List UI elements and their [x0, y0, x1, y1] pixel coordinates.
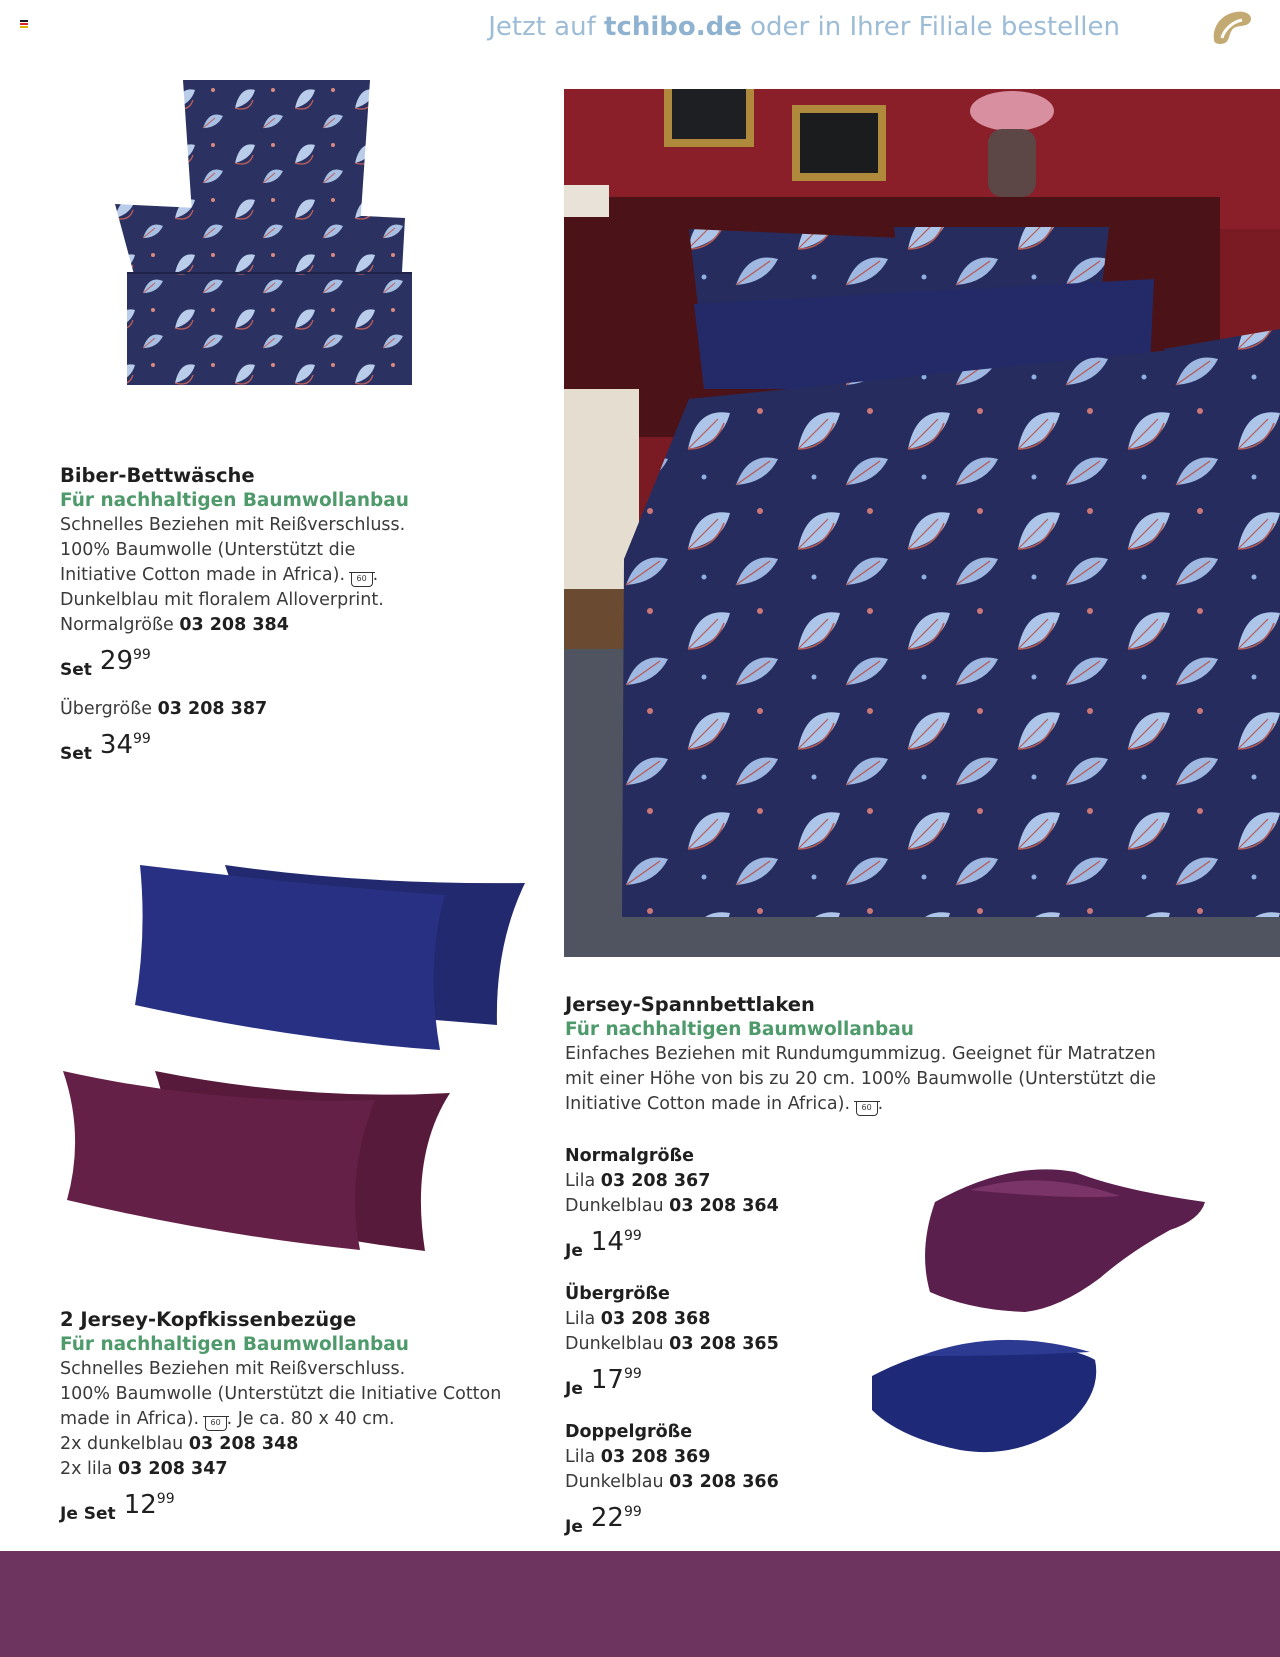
- sustainability-tag: Für nachhaltigen Baumwollanbau: [565, 1019, 914, 1040]
- tchibo-logo-icon[interactable]: [1206, 4, 1258, 50]
- product-title: 2 Jersey-Kopfkissenbezüge: [60, 1308, 357, 1331]
- footer-band: [0, 1551, 1280, 1657]
- price-label: Je: [565, 1517, 583, 1537]
- description-line: [60, 1407, 530, 1432]
- language-flag-icon[interactable]: [20, 20, 28, 28]
- banner-brand-link[interactable]: tchibo.de: [604, 12, 742, 42]
- description-line: 100% Baumwolle (Unterstützt die Initiative Cotton: [60, 1384, 502, 1404]
- variant-label: 2x lila: [60, 1459, 113, 1479]
- color-label: Dunkelblau: [565, 1196, 664, 1216]
- article-line: [565, 1470, 865, 1495]
- bedroom-scene-image: [564, 89, 1280, 957]
- wash-60-icon: 60: [856, 1101, 878, 1116]
- price-euro: 14: [590, 1227, 624, 1257]
- color-label: Dunkelblau: [565, 1472, 664, 1492]
- price-cent: 99: [133, 647, 151, 663]
- price-label: Set: [60, 744, 92, 764]
- wash-60-icon: 60: [351, 572, 373, 587]
- description-text: made in Africa).: [60, 1409, 200, 1429]
- spannbettlaken-block: [565, 992, 1185, 1117]
- price: [60, 730, 530, 767]
- floral-bedding-set-image: [105, 78, 435, 388]
- size-heading: Normalgröße: [565, 1146, 694, 1166]
- article-number: 03 208 369: [600, 1447, 711, 1467]
- description-line: [60, 563, 530, 588]
- article-number: 03 208 347: [117, 1459, 228, 1479]
- article-number: 03 208 365: [669, 1334, 779, 1354]
- price-cent: 99: [623, 1504, 642, 1520]
- price-label: Je Set: [60, 1504, 116, 1524]
- description-line: Dunkelblau mit floralem Alloverprint.: [60, 590, 384, 610]
- biber-bettwaesche-block: [60, 463, 530, 767]
- price-label: Je: [565, 1379, 583, 1399]
- price: [60, 1490, 530, 1527]
- wash-60-icon: 60: [205, 1416, 227, 1431]
- size-label: Übergröße: [60, 699, 152, 719]
- price-cent: 99: [133, 731, 151, 747]
- color-label: Lila: [565, 1309, 596, 1329]
- article-number: 03 208 387: [157, 699, 268, 719]
- product-title: Jersey-Spannbettlaken: [565, 993, 815, 1016]
- article-number: 03 208 366: [669, 1472, 779, 1492]
- color-label: Lila: [565, 1171, 596, 1191]
- price-cent: 99: [623, 1366, 642, 1382]
- price-euro: 22: [590, 1503, 624, 1533]
- color-label: Dunkelblau: [565, 1334, 664, 1354]
- price-label: Je: [565, 1241, 583, 1261]
- order-banner: [488, 12, 1120, 42]
- article-number: 03 208 348: [188, 1434, 299, 1454]
- article-line: [60, 697, 530, 722]
- size-label: Normalgröße: [60, 615, 174, 635]
- article-number: 03 208 368: [600, 1309, 711, 1329]
- price-label: Set: [60, 660, 92, 680]
- product-title: Biber-Bettwäsche: [60, 464, 255, 487]
- description-text: Initiative Cotton made in Africa).: [60, 565, 346, 585]
- description-text: . Je ca. 80 x 40 cm.: [226, 1409, 395, 1429]
- article-number: 03 208 367: [600, 1171, 711, 1191]
- description-text: Initiative Cotton made in Africa).: [565, 1094, 851, 1114]
- article-number: 03 208 364: [669, 1196, 779, 1216]
- color-label: Lila: [565, 1447, 596, 1467]
- description-line: Schnelles Beziehen mit Reißverschluss.: [60, 1359, 406, 1379]
- description-text: .: [877, 1094, 884, 1114]
- description-line: Schnelles Beziehen mit Reißverschluss.: [60, 515, 406, 535]
- banner-text-post: oder in Ihrer Filiale bestellen: [741, 12, 1120, 42]
- price-euro: 34: [99, 730, 133, 760]
- price-euro: 12: [123, 1490, 157, 1520]
- article-line: [60, 1457, 530, 1482]
- price-cent: 99: [623, 1228, 642, 1244]
- sustainability-tag: Für nachhaltigen Baumwollanbau: [60, 490, 409, 511]
- description-line: [565, 1092, 1185, 1117]
- price-euro: 29: [99, 646, 133, 676]
- variant-label: 2x dunkelblau: [60, 1434, 184, 1454]
- sustainability-tag: Für nachhaltigen Baumwollanbau: [60, 1334, 409, 1355]
- article-number: 03 208 384: [179, 615, 289, 635]
- fitted-sheets-image: [820, 1160, 1215, 1470]
- kopfkissen-block: [60, 1307, 530, 1527]
- price: [565, 1503, 865, 1540]
- description-line: mit einer Höhe von bis zu 20 cm. 100% Baumwolle (Unterstützt die: [565, 1069, 1157, 1089]
- size-heading: Übergröße: [565, 1284, 670, 1304]
- description-line: 100% Baumwolle (Unterstützt die: [60, 540, 356, 560]
- price: [60, 646, 530, 683]
- banner-text-pre: Jetzt auf: [488, 12, 605, 42]
- article-line: [60, 613, 530, 638]
- pillowcases-image: [55, 855, 545, 1265]
- price-euro: 17: [590, 1365, 624, 1395]
- description-line: Einfaches Beziehen mit Rundumgummizug. Geeignet für Matratzen: [565, 1044, 1156, 1064]
- article-line: [60, 1432, 530, 1457]
- price-cent: 99: [156, 1491, 175, 1507]
- size-heading: Doppelgröße: [565, 1422, 693, 1442]
- description-text: .: [372, 565, 379, 585]
